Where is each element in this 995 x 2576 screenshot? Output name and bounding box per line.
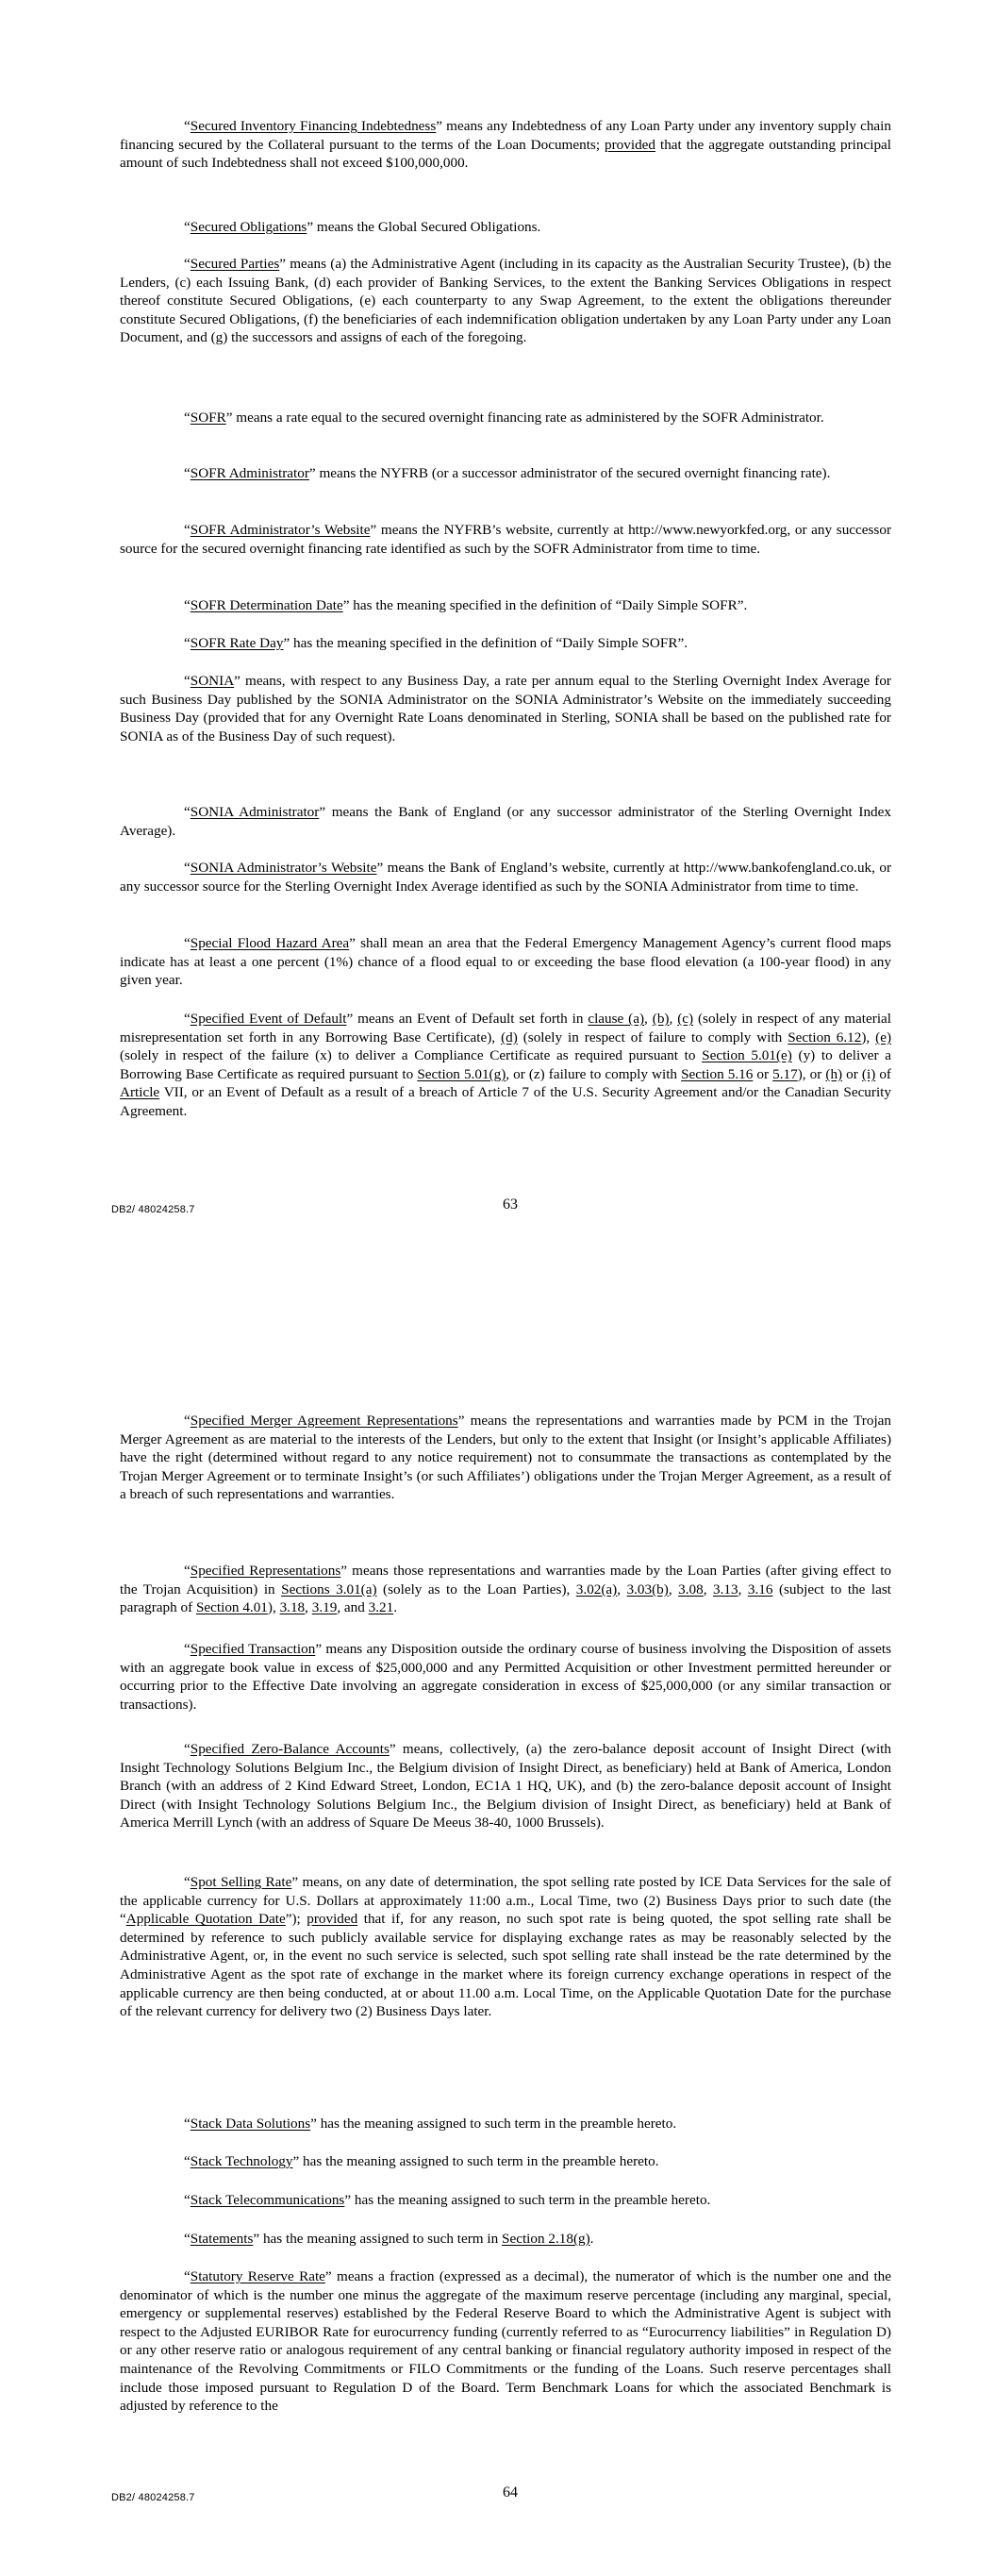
text-run: “: [184, 1011, 191, 1027]
underlined-term: Stack Data Solutions: [190, 2116, 311, 2132]
underlined-term: SOFR Rate Day: [190, 635, 284, 651]
footer-doc-id: DB2/ 48024258.7: [111, 2492, 195, 2503]
underlined-term: 3.18: [279, 1599, 306, 1616]
text-run: “: [184, 597, 191, 613]
underlined-term: (h): [825, 1065, 843, 1082]
text-run: ” means the NYFRB (or a successor administrator of the secured overnight financing rate).: [308, 465, 831, 481]
text-run: ” means the NYFRB’s website, currently at http://www.newyorkfed.org, or any successor source for the secured overnight financing rate identified as such by the SOFR Administrator from time to time.: [120, 522, 891, 557]
definition-secured-parties: [120, 255, 891, 347]
underlined-term: Secured Obligations: [190, 219, 307, 235]
text-run: (solely as to the Loan Parties),: [376, 1581, 576, 1597]
underlined-term: 3.08: [678, 1581, 704, 1597]
text-run: VII, or an Event of Default as a result of a breach of Article 7 of the U.S. Security Agreement and/or the Canadian Security Agreement.: [120, 1084, 891, 1119]
text-run: ” has the meaning assigned to such term in: [253, 2231, 503, 2247]
text-run: ” means the representations and warranties made by PCM in the Trojan Merger Agreement as are material to the interests of the Lenders, but only to the extent that Insight (or Insight’s applicable Affiliates) have the right (determined without regard to any notice requirement) not to consummate the transactions as contemplated by the Trojan Merger Agreement or to terminate Insight’s (or such Affiliates’) obligations under the Trojan Merger Agreement, as a result of a breach of such representations and warranties.: [120, 1413, 891, 1503]
definition-stack-data-solutions: [120, 2115, 891, 2133]
text-run: ” means, with respect to any Business Day, a rate per annum equal to the Sterling Overnight Index Average for such Business Day published by the SONIA Administrator on the SONIA Administrator’s Website on the immediately succeeding Business Day (provided that for any Overnight Rate Loans denominated in Sterling, SONIA shall be based on the published rate for SONIA as of the Business Day of such request).: [120, 673, 891, 744]
text-run: that if, for any reason, no such spot rate is being quoted, the spot selling rate shall be determined by reference to such publicly available service for displaying exchange rates as may be reasonably selected by the Administrative Agent, or, in the event no such service is selected, such spot selling rate shall instead be the rate determined by the Administrative Agent as the spot rate of exchange in the market where its foreign currency exchange operations in respect of the applicable currency are then being conducted, at or about 11.00 a.m. Local Time, on the Applicable Quotation Date for the purchase of the relevant currency for delivery two (2) Business Days later.: [120, 1911, 891, 2020]
text-run: “: [184, 118, 191, 134]
underlined-term: SONIA Administrator’s Website: [190, 860, 377, 876]
text-run: ” means the Bank of England (or any successor administrator of the Sterling Overnight Index Average).: [120, 804, 891, 839]
text-run: ,: [668, 1581, 679, 1597]
page-64: [0, 1288, 995, 2576]
text-run: ,: [305, 1599, 312, 1616]
text-run: “: [184, 1741, 191, 1757]
underlined-term: Section 4.01: [195, 1599, 268, 1616]
underlined-term: 5.17: [772, 1065, 798, 1082]
definition-special-flood-hazard-area: [120, 934, 891, 990]
underlined-term: Applicable Quotation Date: [125, 1911, 286, 1928]
underlined-term: Specified Event of Default: [190, 1011, 347, 1027]
underlined-term: 3.03(b): [626, 1581, 669, 1597]
text-run: .: [393, 1599, 398, 1616]
text-run: ” has the meaning assigned to such term in the preamble hereto.: [310, 2116, 677, 2132]
underlined-term: SONIA Administrator: [190, 804, 320, 820]
text-run: “: [184, 673, 191, 689]
definition-secured-inventory-financing-indebtedness: [120, 117, 891, 173]
text-run: that the aggregate outstanding principal amount of such Indebtedness shall not exceed $100,000,000.: [120, 136, 892, 172]
definition-specified-zero-balance-accounts: [120, 1740, 891, 1832]
underlined-term: Section 6.12: [788, 1029, 862, 1045]
underlined-term: Section 5.01(e): [702, 1047, 792, 1064]
text-run: ” means a fraction (expressed as a decimal), the numerator of which is the number one and the denominator of which is the number one minus the aggregate of the maximum reserve percentage (including any marginal, special, emergency or supplemental reserves) established by the Federal Reserve Board to which the Administrative Agent is subject with respect to the Adjusted EURIBOR Rate for eurocurrency funding (currently referred to as “Eurocurrency liabilities” in Regulation D) or any other reserve ratio or analogous requirement of any central banking or financial regulatory authority imposed in respect of the maintenance of the Revolving Commitments or FILO Commitments or the funding of the Loans. Such reserve percentages shall include those imposed pursuant to Regulation D of the Board. Term Benchmark Loans for which the associated Benchmark is adjusted by reference to the: [120, 2268, 891, 2415]
footer-doc-id: DB2/ 48024258.7: [111, 1204, 195, 1215]
definition-specified-merger-agreement-representations: [120, 1412, 891, 1504]
definition-sonia-administrator: [120, 803, 891, 840]
text-run: ” has the meaning assigned to such term in the preamble hereto.: [344, 2192, 711, 2208]
underlined-term: (b): [652, 1011, 670, 1027]
definition-spot-selling-rate: [120, 1873, 891, 2021]
text-run: ” means a rate equal to the secured overnight financing rate as administered by the SOFR Administrator.: [225, 410, 824, 426]
underlined-term: (i): [861, 1065, 876, 1082]
definition-sofr-determination-date: [120, 596, 891, 615]
text-run: or: [842, 1065, 862, 1082]
definition-specified-event-of-default: [120, 1010, 891, 1121]
text-run: ” has the meaning assigned to such term in the preamble hereto.: [292, 2153, 659, 2169]
text-run: “: [184, 2268, 191, 2284]
text-run: ), or: [797, 1065, 826, 1082]
text-run: (solely in respect of the failure (x) to deliver a Compliance Certificate as required pursuant to: [120, 1047, 703, 1064]
text-run: “: [184, 635, 191, 651]
text-run: “: [184, 935, 191, 951]
definition-statements: [120, 2230, 891, 2249]
underlined-term: (e): [875, 1029, 892, 1045]
underlined-term: Specified Zero-Balance Accounts: [190, 1741, 390, 1757]
text-run: ” has the meaning specified in the definition of “Daily Simple SOFR”.: [342, 597, 748, 613]
underlined-term: Statements: [190, 2231, 254, 2247]
definition-secured-obligations: [120, 218, 891, 237]
underlined-term: 3.21: [368, 1599, 394, 1616]
text-run: “: [184, 1563, 191, 1579]
text-run: ” shall mean an area that the Federal Emergency Management Agency’s current flood maps indicate has at least a one percent (1%) chance of a flood equal to or exceeding the base flood elevation (a 100-year flood) in any given year.: [120, 935, 891, 989]
underlined-term: Stack Technology: [190, 2153, 293, 2169]
text-run: ”);: [285, 1911, 307, 1928]
text-run: (solely in respect of failure to comply with: [517, 1029, 788, 1045]
underlined-term: Specified Merger Agreement Representations: [190, 1413, 458, 1429]
text-run: (solely in respect of any material misrepresentation set forth in any Borrowing Base Certificate),: [120, 1011, 891, 1045]
text-run: “: [184, 256, 191, 272]
text-run: “: [184, 860, 191, 876]
underlined-term: Article: [120, 1084, 160, 1101]
text-run: “: [184, 1641, 191, 1657]
text-run: ” means (a) the Administrative Agent (including in its capacity as the Australian Security Trustee), (b) the Lenders, (c) each Issuing Bank, (d) each provider of Banking Services, to the extent the Banking Services Obligations in respect thereof constitute Secured Obligations, (e) each counterparty to any Swap Agreement, to the extent the obligations thereunder constitute Secured Obligations, (f) the beneficiaries of each indemnification obligation undertaken by any Loan Party under any Loan Document, and (g) the successors and assigns of each of the foregoing.: [120, 256, 891, 346]
text-run: “: [184, 522, 191, 538]
definition-statutory-reserve-rate: [120, 2267, 891, 2416]
text-run: ” means an Event of Default set forth in: [346, 1011, 589, 1027]
text-run: ” means those representations and warranties made by the Loan Parties (after giving effect to the Trojan Acquisition) in: [120, 1563, 892, 1597]
text-run: ,: [669, 1011, 678, 1027]
definition-specified-transaction: [120, 1640, 891, 1714]
text-run: ” has the meaning specified in the definition of “Daily Simple SOFR”.: [283, 635, 688, 651]
text-run: ” means the Global Secured Obligations.: [307, 219, 541, 235]
text-run: ,: [644, 1011, 653, 1027]
underlined-term: 3.16: [747, 1581, 773, 1597]
text-run: ” means the Bank of England’s website, currently at http://www.bankofengland.co.uk, or any successor source for the Sterling Overnight Index Average identified as such by the SONIA Administrator from time to time.: [120, 860, 892, 895]
text-run: of: [875, 1065, 891, 1082]
definition-sofr-administrators-website: [120, 521, 891, 558]
text-run: ,: [617, 1581, 627, 1597]
definition-stack-technology: [120, 2152, 891, 2171]
text-run: “: [184, 465, 191, 481]
underlined-term: SONIA: [190, 673, 235, 689]
underlined-term: Secured Inventory Financing Indebtedness: [190, 118, 437, 134]
text-run: , or (z) failure to comply with: [506, 1065, 682, 1082]
text-run: “: [184, 2231, 191, 2247]
text-run: “: [184, 1874, 191, 1890]
text-run: “: [184, 2116, 191, 2132]
underlined-term: SOFR: [190, 410, 226, 426]
text-run: ” means, collectively, (a) the zero-balance deposit account of Insight Direct (with Insight Technology Solutions Belgium Inc., the Belgium division of Insight Direct, as beneficiary) held at Bank of America, London Branch (with an address of 2 Kind Edward Street, London, EC1A 1 HQ, UK), and (b) the zero-balance deposit account of Insight Direct (with Insight Technology Solutions Belgium Inc., the Belgium division of Insight Direct, as beneficiary) held at Bank of America Merrill Lynch (with an address of Square De Meeus 38-40, 1000 Brussels).: [120, 1741, 892, 1832]
underlined-term: Secured Parties: [190, 256, 280, 272]
underlined-term: Sections 3.01(a): [281, 1581, 377, 1597]
text-run: (y) to deliver a Borrowing Base Certificate as required pursuant to: [120, 1047, 891, 1082]
underlined-term: 3.02(a): [575, 1581, 618, 1597]
underlined-term: (d): [501, 1029, 518, 1045]
underlined-term: (c): [677, 1011, 694, 1027]
underlined-term: Section 2.18(g): [502, 2231, 590, 2247]
underlined-term: SOFR Administrator’s Website: [190, 522, 371, 538]
definition-sofr-administrator: [120, 464, 891, 483]
definition-sonia-administrators-website: [120, 859, 891, 895]
underlined-term: clause (a): [588, 1011, 645, 1027]
definition-specified-representations: [120, 1562, 891, 1617]
text-run: ),: [267, 1599, 280, 1616]
definition-sonia: [120, 672, 891, 745]
underlined-term: 3.13: [713, 1581, 738, 1597]
underlined-term: Special Flood Hazard Area: [190, 935, 350, 951]
text-run: “: [184, 2192, 191, 2208]
text-run: ),: [861, 1029, 876, 1045]
text-run: ” means, on any date of determination, the spot selling rate posted by ICE Data Services for the sale of the applicable currency for U.S. Dollars at approximately 11:00 a.m., Local Time, two (2) Business Days prior to such date (the “: [120, 1874, 892, 1928]
underlined-term: Stack Telecommunications: [190, 2192, 345, 2208]
page-number: 64: [503, 2484, 518, 2501]
underlined-term: Section 5.16: [681, 1065, 754, 1082]
underlined-term: Spot Selling Rate: [190, 1874, 292, 1890]
text-run: “: [184, 1413, 191, 1429]
text-run: “: [184, 410, 191, 426]
underlined-term: provided: [307, 1911, 358, 1928]
text-run: ,: [738, 1581, 748, 1597]
text-run: (subject to the last paragraph of: [120, 1581, 891, 1616]
text-run: ,: [703, 1581, 713, 1597]
text-run: “: [184, 219, 191, 235]
text-run: ” means any Indebtedness of any Loan Party under any inventory supply chain financing secured by the Collateral pursuant to the terms of the Loan Documents;: [120, 118, 891, 153]
text-run: ” means any Disposition outside the ordinary course of business involving the Disposition of assets with an aggregate book value in excess of $25,000,000 and any Permitted Acquisition or other Investment permitted hereunder or occurring prior to the Effective Date involving an aggregate consideration in excess of $25,000,000 (or any similar transaction or transactions).: [120, 1641, 892, 1713]
text-run: or: [753, 1065, 773, 1082]
page-number: 63: [503, 1196, 518, 1213]
definition-stack-telecommunications: [120, 2191, 891, 2210]
definition-sofr-rate-day: [120, 634, 891, 653]
text-run: “: [184, 804, 191, 820]
underlined-term: provided: [605, 136, 656, 153]
underlined-term: Section 5.01(g): [417, 1065, 506, 1082]
underlined-term: Statutory Reserve Rate: [190, 2268, 325, 2284]
text-run: “: [184, 2153, 191, 2169]
text-run: .: [589, 2231, 594, 2247]
definition-sofr: [120, 409, 891, 427]
underlined-term: 3.19: [311, 1599, 338, 1616]
text-run: , and: [337, 1599, 369, 1616]
underlined-term: Specified Representations: [190, 1563, 341, 1579]
underlined-term: SOFR Determination Date: [190, 597, 343, 613]
underlined-term: SOFR Administrator: [190, 465, 309, 481]
underlined-term: Specified Transaction: [190, 1641, 316, 1657]
